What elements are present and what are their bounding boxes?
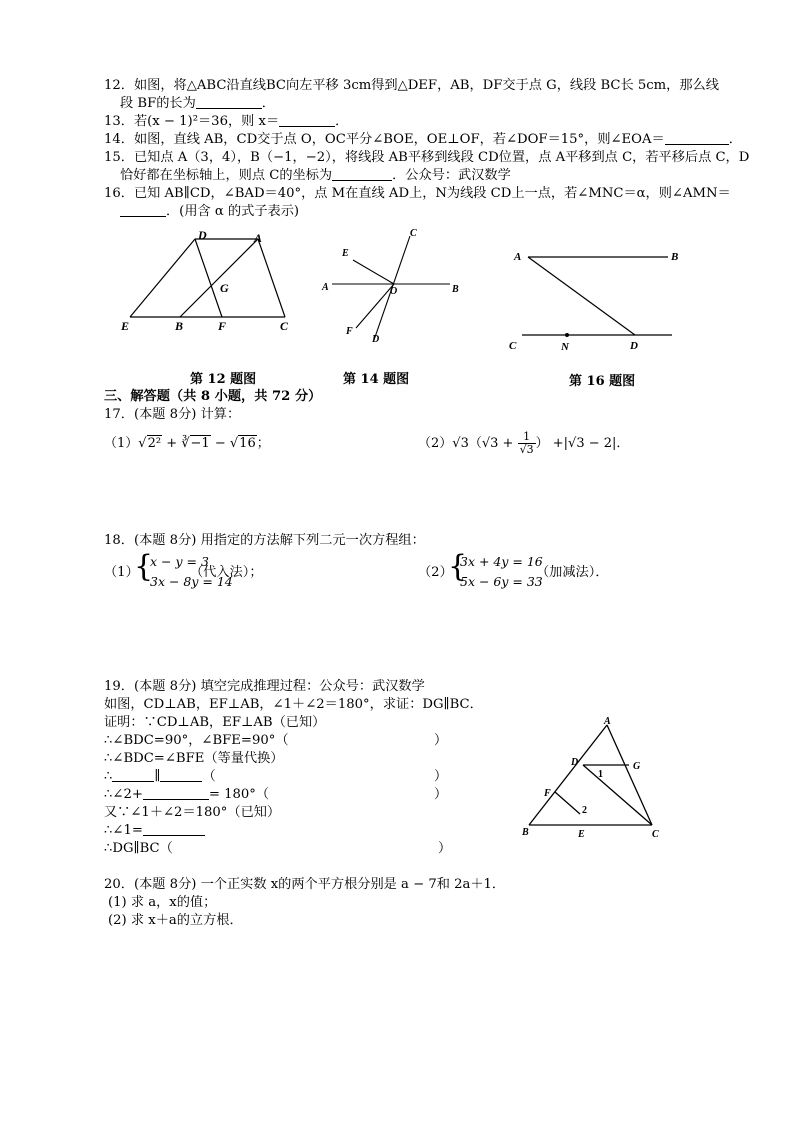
- q17-part2: （2）√3（√3 + $\frac{1}{√3}$ ） +|√3 − 2|．: [418, 430, 630, 456]
- section3-heading: 三、解答题（共 8 小题，共 72 分）: [104, 389, 322, 404]
- q19-step5: 又∵∠1＋∠2＝180°（已知）: [104, 805, 281, 820]
- q18-part2-eq2: 5x − 6y = 33: [460, 574, 543, 589]
- q16-line2: ．(用含 α 的式子表示): [120, 204, 299, 220]
- fig14-label-e: E: [342, 248, 349, 259]
- fig16-label-c: C: [509, 340, 517, 352]
- q17-head: 17．(本题 8分) 计算：: [104, 407, 241, 422]
- q19-step7-reason-blank[interactable]: ）: [438, 841, 452, 856]
- fig19-label-e: E: [578, 829, 585, 840]
- q18-part2-label: （2）: [418, 565, 453, 580]
- q19-proof-start: 证明：∵CD⊥AB，EF⊥AB（已知）: [104, 715, 326, 730]
- q18-part1-label: （1）: [104, 565, 139, 580]
- q15-line1: 15．已知点 A（3，4），B（−1，−2），将线段 AB平移到线段 CD位置，点 A平移到点 C，若平移后点 C，D: [104, 150, 750, 165]
- fig16-label-a: A: [514, 251, 522, 263]
- fig14-label-c: C: [410, 228, 417, 239]
- q19-step1: ∴∠BDC=90°，∠BFE=90°（ ）: [104, 733, 448, 748]
- figure-19: [512, 713, 672, 843]
- fig12-label-d: D: [198, 228, 207, 242]
- fig14-label-o: O: [390, 286, 398, 297]
- q18-part2-eq1: 3x + 4y = 16: [460, 554, 543, 569]
- fig14-label-d: D: [372, 334, 380, 345]
- q19-step3: ∴ ∥ （ ）: [104, 769, 448, 784]
- q19-step4: ∴∠2+ = 180°（ ）: [104, 787, 448, 802]
- fig19-label-2: 2: [582, 805, 587, 816]
- fig19-label-d: D: [571, 757, 579, 768]
- q19-step7: ∴DG∥BC（ ）: [104, 841, 452, 856]
- fig12-caption: 第 12 题图: [190, 372, 257, 387]
- q16-answer-blank[interactable]: [120, 204, 166, 217]
- q17-part1: （1）√2² + ∛−1 − √16；: [104, 436, 270, 451]
- q18-head: 18．(本题 8分) 用指定的方法解下列二元一次方程组：: [104, 533, 425, 548]
- q19-given: 如图，CD⊥AB，EF⊥AB，∠1＋∠2＝180°，求证：DG∥BC．: [104, 697, 483, 712]
- fig16-label-d: D: [630, 340, 638, 352]
- q18-part2-method: （加减法）．: [536, 565, 609, 580]
- fig19-label-f: F: [544, 788, 551, 799]
- fig19-label-b: B: [522, 827, 529, 838]
- figure-12: [110, 225, 310, 345]
- q18-part2-brace: {: [448, 549, 468, 584]
- fig12-label-e: E: [121, 319, 130, 333]
- q12-answer-blank[interactable]: [196, 96, 262, 109]
- q18-part1-method: （代入法）；: [190, 565, 263, 580]
- fig16-label-n: N: [561, 341, 569, 353]
- fig16-label-b: B: [671, 251, 679, 263]
- fig14-label-b: B: [452, 284, 459, 295]
- fig12-label-c: C: [280, 319, 289, 333]
- fig12-label-a: A: [254, 231, 263, 245]
- q19-step3-blank-a[interactable]: [112, 769, 154, 782]
- figure-16: [500, 242, 690, 362]
- q14-line: 14．如图，直线 AB，CD交于点 O，OC平分∠BOE，OE⊥OF，若∠DOF＝15°，则∠EOA＝ ．: [104, 132, 742, 147]
- figure-14: [318, 222, 468, 347]
- q12-line1: 12．如图，将△ABC沿直线BC向左平移 3cm得到△DEF，AB，DF交于点 G，线段 BC长 5cm，那么线: [104, 78, 719, 93]
- q19-step6-blank[interactable]: [143, 823, 205, 836]
- q13-line: 13．若(x − 1)²＝36，则 x＝ ．: [104, 114, 349, 129]
- q19-step3-reason-blank[interactable]: ）: [434, 769, 448, 784]
- fig14-label-a: A: [322, 282, 329, 293]
- q19-step1-reason-blank[interactable]: ）: [434, 733, 448, 748]
- fig12-label-g: G: [220, 281, 229, 295]
- fig19-label-a: A: [604, 716, 611, 727]
- q13-answer-blank[interactable]: [279, 114, 335, 127]
- q16-line1: 16．已知 AB∥CD，∠BAD＝40°，点 M在直线 AD上，N为线段 CD上一点，若∠MNC＝α，则∠AMN＝: [104, 186, 731, 201]
- q12-line2: 段 BF的长为 ．: [120, 96, 275, 111]
- q14-answer-blank[interactable]: [665, 132, 729, 145]
- fig16-caption: 第 16 题图: [569, 374, 636, 389]
- q15-answer-blank[interactable]: [332, 168, 392, 181]
- q20-part2: (2) 求 x＋a的立方根．: [108, 913, 243, 928]
- fig12-label-f: F: [218, 319, 227, 333]
- q19-step4-reason-blank[interactable]: ）: [434, 787, 448, 802]
- fig14-caption: 第 14 题图: [343, 372, 410, 387]
- q19-step3-blank-b[interactable]: [160, 769, 202, 782]
- q20-part1: (1) 求 a，x的值；: [108, 895, 217, 910]
- q18-part1-eq2: 3x − 8y = 14: [150, 574, 233, 589]
- fig19-label-c: C: [652, 829, 659, 840]
- q20-head: 20．(本题 8分) 一个正实数 x的两个平方根分别是 a − 7和 2a＋1．: [104, 877, 506, 892]
- q19-step6: ∴∠1=: [104, 823, 205, 839]
- fig12-label-b: B: [175, 319, 184, 333]
- q18-part1-eq1: x − y = 3: [150, 554, 209, 569]
- q18-part1-brace: {: [134, 549, 154, 584]
- fig19-label-g: G: [633, 761, 641, 772]
- fig19-label-1: 1: [598, 769, 603, 780]
- fig14-label-f: F: [346, 326, 353, 337]
- q19-step4-blank[interactable]: [143, 787, 209, 800]
- q15-line2: 恰好都在坐标轴上，则点 C的坐标为 ．公众号：武汉数学: [120, 168, 511, 183]
- q19-head: 19．(本题 8分) 填空完成推理过程：公众号：武汉数学: [104, 679, 425, 694]
- q19-step2: ∴∠BDC=∠BFE（等量代换）: [104, 751, 284, 766]
